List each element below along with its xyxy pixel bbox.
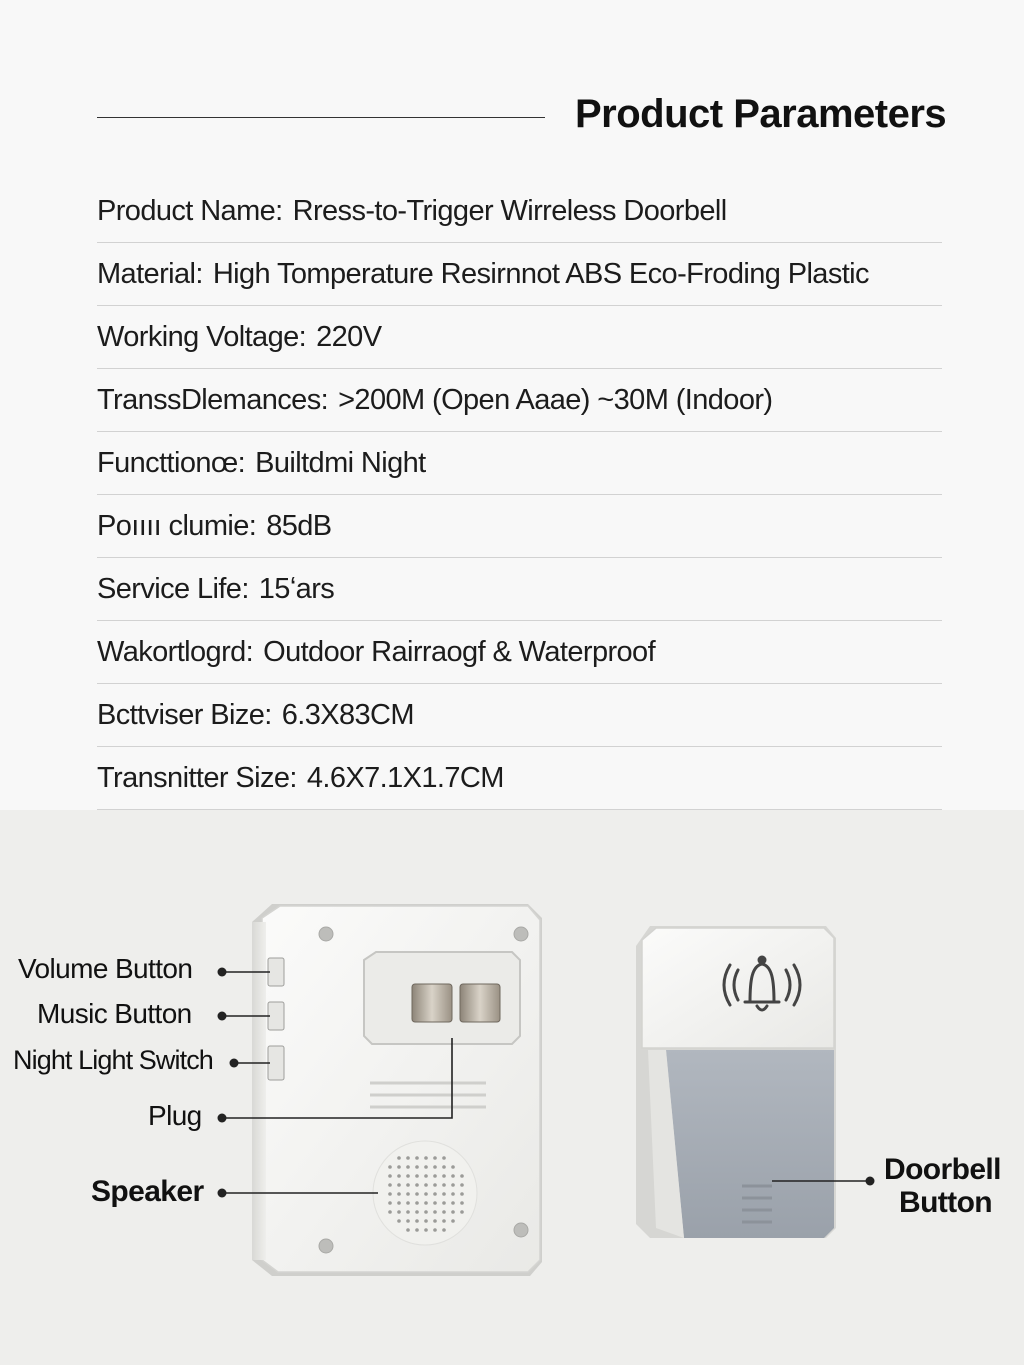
speaker-hole (406, 1228, 410, 1232)
speaker-hole (406, 1156, 410, 1160)
param-label: Poıııı clumie: (97, 509, 257, 542)
speaker-hole (433, 1174, 437, 1178)
speaker-hole (433, 1183, 437, 1187)
receiver-unit (252, 904, 542, 1276)
speaker-hole (388, 1165, 392, 1169)
leader-dot (218, 1189, 227, 1198)
speaker-hole (397, 1219, 401, 1223)
speaker-hole (415, 1183, 419, 1187)
plug-pin (412, 984, 452, 1022)
speaker-hole (442, 1174, 446, 1178)
speaker-hole (406, 1210, 410, 1214)
speaker-hole (433, 1201, 437, 1205)
speaker-hole (451, 1210, 455, 1214)
param-label: Material: (97, 257, 203, 290)
product-diagram (0, 810, 1024, 1365)
speaker-hole (460, 1183, 464, 1187)
callout-doorbell-line1: Doorbell (884, 1153, 1001, 1186)
speaker-hole (451, 1174, 455, 1178)
param-label: Bcttviser Bize: (97, 698, 272, 731)
speaker-hole (397, 1156, 401, 1160)
callout-volume-button: Volume Button (18, 953, 193, 984)
speaker-hole (424, 1156, 428, 1160)
param-value: 6.3X83CM (281, 698, 414, 731)
speaker-hole (388, 1183, 392, 1187)
speaker-hole (451, 1192, 455, 1196)
speaker-hole (442, 1183, 446, 1187)
speaker-hole (451, 1165, 455, 1169)
speaker-hole (433, 1228, 437, 1232)
param-value: 4.6X7.1X1.7CM (306, 761, 504, 794)
param-label: Working Voltage: (97, 320, 307, 353)
callout-plug: Plug (148, 1100, 202, 1131)
speaker-hole (424, 1219, 428, 1223)
param-row-function (97, 432, 942, 495)
param-value: High Tomperature Resirnnot ABS Eco-Froding Plastic (212, 257, 869, 290)
screw-hole (319, 927, 333, 941)
speaker-hole (406, 1165, 410, 1169)
speaker-hole (397, 1201, 401, 1205)
param-value: 220V (316, 320, 382, 353)
speaker-hole (442, 1210, 446, 1214)
screw-hole (514, 1223, 528, 1237)
speaker-hole (397, 1174, 401, 1178)
speaker-hole (415, 1165, 419, 1169)
param-value: Outdoor Rairraogf & Waterproof (263, 635, 656, 668)
parameter-list (97, 180, 942, 810)
param-label: Product Name: (97, 194, 283, 227)
param-value: Rress-to-Trigger Wirreless Doorbell (292, 194, 727, 227)
speaker-hole (415, 1201, 419, 1205)
speaker-hole (433, 1192, 437, 1196)
speaker-hole (388, 1210, 392, 1214)
page-title: Product Parameters (575, 92, 947, 136)
leader-dot (218, 1012, 227, 1021)
speaker-hole (397, 1183, 401, 1187)
speaker-hole (451, 1219, 455, 1223)
speaker-hole (424, 1201, 428, 1205)
speaker-hole (433, 1165, 437, 1169)
transmitter-top (642, 928, 834, 1048)
param-value: 85dB (266, 509, 332, 542)
speaker-hole (415, 1174, 419, 1178)
speaker-hole (388, 1192, 392, 1196)
param-row-transmitter-size (97, 747, 942, 810)
speaker-holes (388, 1156, 464, 1232)
speaker-hole (415, 1219, 419, 1223)
speaker-hole (415, 1192, 419, 1196)
param-row-volume (97, 495, 942, 558)
param-row-material (97, 243, 942, 306)
speaker-hole (424, 1192, 428, 1196)
speaker-hole (442, 1228, 446, 1232)
speaker-hole (442, 1201, 446, 1205)
speaker-hole (433, 1219, 437, 1223)
speaker-hole (406, 1201, 410, 1205)
speaker-hole (406, 1174, 410, 1178)
param-row-distance (97, 369, 942, 432)
callout-doorbell-line2: Button (899, 1186, 993, 1219)
leader-dot (218, 1114, 227, 1123)
param-label: Functtionœ: (97, 446, 246, 479)
speaker-hole (415, 1156, 419, 1160)
speaker-hole (460, 1210, 464, 1214)
volume-button-shape (268, 958, 284, 986)
speaker-hole (460, 1174, 464, 1178)
music-button-shape (268, 1002, 284, 1030)
screw-hole (319, 1239, 333, 1253)
speaker-hole (415, 1210, 419, 1214)
param-label: Wakortlogrd: (97, 635, 254, 668)
param-row-voltage (97, 306, 942, 369)
speaker-hole (424, 1183, 428, 1187)
leader-dot (866, 1177, 875, 1186)
speaker-hole (442, 1165, 446, 1169)
screw-hole (514, 927, 528, 941)
speaker-hole (424, 1210, 428, 1214)
speaker-hole (460, 1192, 464, 1196)
param-label: TranssDlemances: (97, 383, 329, 416)
speaker-hole (451, 1201, 455, 1205)
leader-dot (230, 1059, 239, 1068)
speaker-hole (433, 1210, 437, 1214)
transmitter-unit (636, 926, 836, 1238)
leader-dot (218, 968, 227, 977)
night-switch-shape (268, 1046, 284, 1080)
speaker-hole (388, 1201, 392, 1205)
speaker-hole (397, 1192, 401, 1196)
speaker-hole (442, 1219, 446, 1223)
plug-pin (460, 984, 500, 1022)
param-label: Service Life: (97, 572, 249, 605)
param-row-product-name (97, 180, 942, 243)
param-row-receiver-size (97, 684, 942, 747)
speaker-hole (406, 1183, 410, 1187)
callout-night-light-switch: Night Light Switch (13, 1045, 213, 1075)
speaker-hole (388, 1174, 392, 1178)
param-value: 15ʻars (258, 572, 335, 605)
speaker-hole (442, 1156, 446, 1160)
speaker-hole (397, 1165, 401, 1169)
speaker-hole (397, 1210, 401, 1214)
speaker-hole (406, 1192, 410, 1196)
speaker-hole (415, 1228, 419, 1232)
speaker-hole (424, 1228, 428, 1232)
header-rule (97, 117, 545, 118)
param-row-waterproof (97, 621, 942, 684)
param-value: Builtdmi Night (255, 446, 426, 479)
speaker-hole (424, 1174, 428, 1178)
speaker-hole (451, 1183, 455, 1187)
param-row-service-life (97, 558, 942, 621)
param-label: Transnitter Size: (97, 761, 297, 794)
speaker-hole (406, 1219, 410, 1223)
speaker-hole (424, 1165, 428, 1169)
speaker-hole (442, 1192, 446, 1196)
speaker-hole (460, 1201, 464, 1205)
callout-speaker: Speaker (91, 1175, 204, 1208)
speaker-hole (433, 1156, 437, 1160)
callout-music-button: Music Button (37, 998, 192, 1029)
param-value: >200M (Open Aaae) ~30M (Indoor) (338, 383, 773, 416)
